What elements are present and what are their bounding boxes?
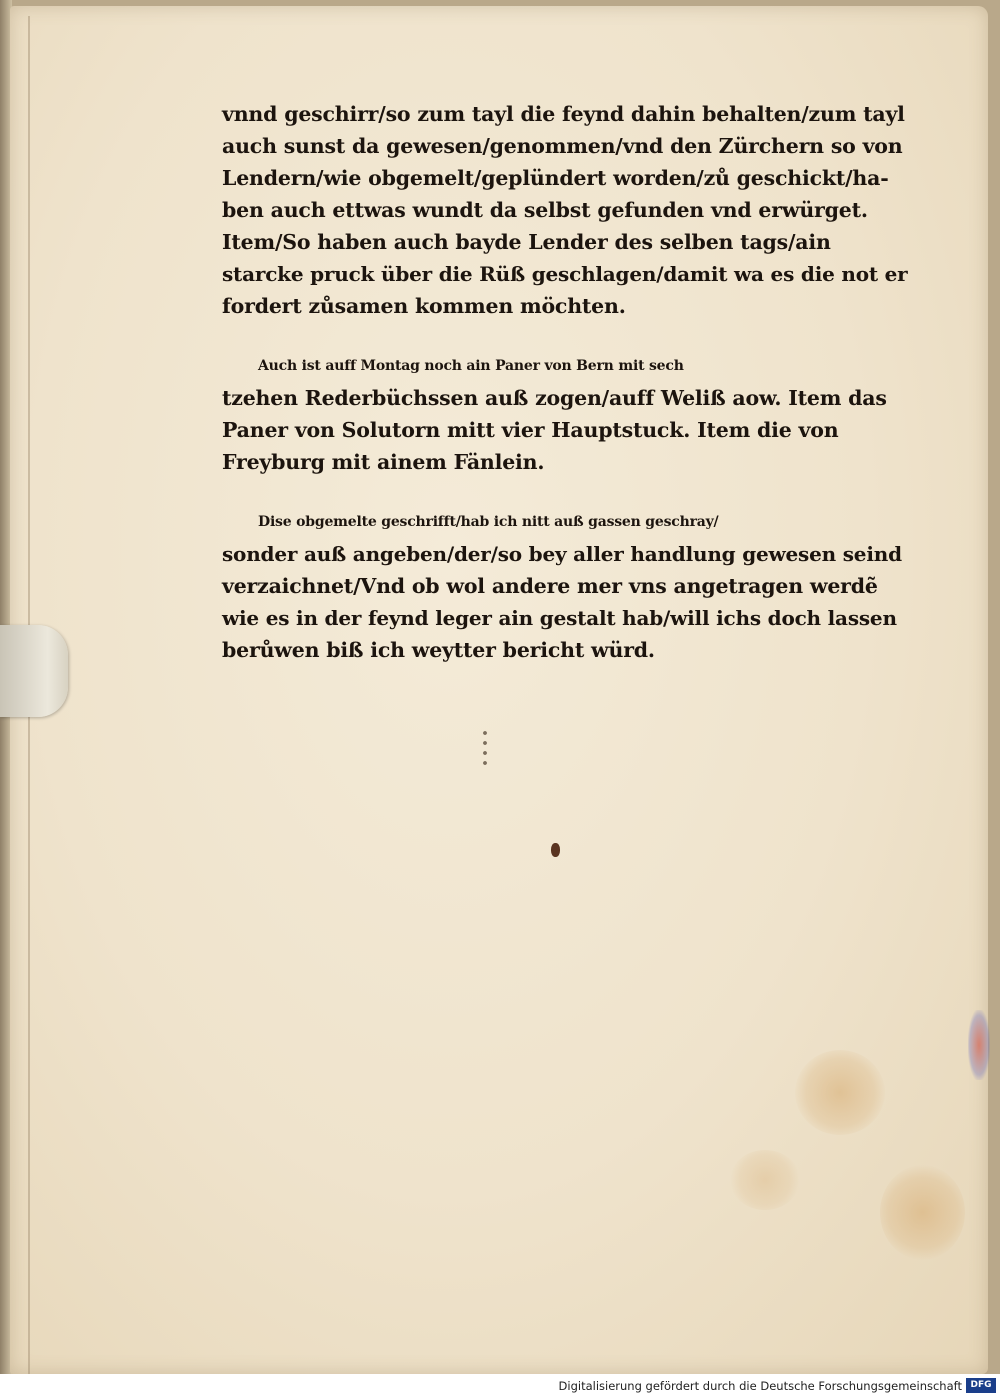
text-line: ben auch ettwas wundt da selbst gefunden vnd erwürget. — [222, 198, 868, 222]
footer-bar — [0, 1374, 1000, 1398]
text-line: starcke pruck über die Rüß geschlagen/damit wa es die not er — [222, 262, 908, 286]
text-line: tzehen Rederbüchssen auß zogen/auff Weliß aow. Item das — [222, 386, 887, 410]
text-line: vnnd geschirr/so zum tayl die feynd dahin behalten/zum tayl — [222, 102, 905, 126]
paragraph-1 — [222, 98, 912, 322]
paragraph-3 — [222, 506, 912, 666]
ink-speck — [551, 843, 560, 857]
text-line: Auch ist auff Montag noch ain Paner von Bern mit sech — [258, 358, 684, 374]
text-line: Freyburg mit ainem Fänlein. — [222, 450, 545, 474]
water-stain — [795, 1050, 885, 1135]
water-stain — [730, 1150, 800, 1210]
body-text — [222, 98, 912, 666]
text-line: Lendern/wie obgemelt/geplündert worden/zů geschickt/ha- — [222, 166, 889, 190]
paragraph-2 — [222, 350, 912, 478]
text-line: fordert zůsamen kommen möchten. — [222, 294, 626, 318]
funding-credit: Digitalisierung gefördert durch die Deutsche Forschungsgemeinschaft — [558, 1379, 962, 1393]
text-line: auch sunst da gewesen/genommen/vnd den Zürchern so von — [222, 134, 903, 158]
print-marks — [482, 728, 488, 768]
text-line: Paner von Solutorn mitt vier Hauptstuck. Item die von — [222, 418, 839, 442]
text-line: Dise obgemelte geschrifft/hab ich nitt auß gassen geschray/ — [258, 514, 719, 530]
text-line: wie es in der feynd leger ain gestalt hab/will ichs doch lassen — [222, 606, 897, 630]
water-stain — [880, 1165, 965, 1260]
text-line: sonder auß angeben/der/so bey aller handlung gewesen seind — [222, 542, 902, 566]
text-line: verzaichnet/Vnd ob wol andere mer vns angetragen werdẽ — [222, 574, 878, 598]
text-line: Item/So haben auch bayde Lender des selben tags/ain — [222, 230, 831, 254]
text-line: berůwen biß ich weytter bericht würd. — [222, 638, 655, 662]
page-clip-tab — [0, 625, 68, 717]
dfg-logo-icon: DFG — [966, 1378, 996, 1393]
color-bleed-mark — [968, 1010, 990, 1080]
